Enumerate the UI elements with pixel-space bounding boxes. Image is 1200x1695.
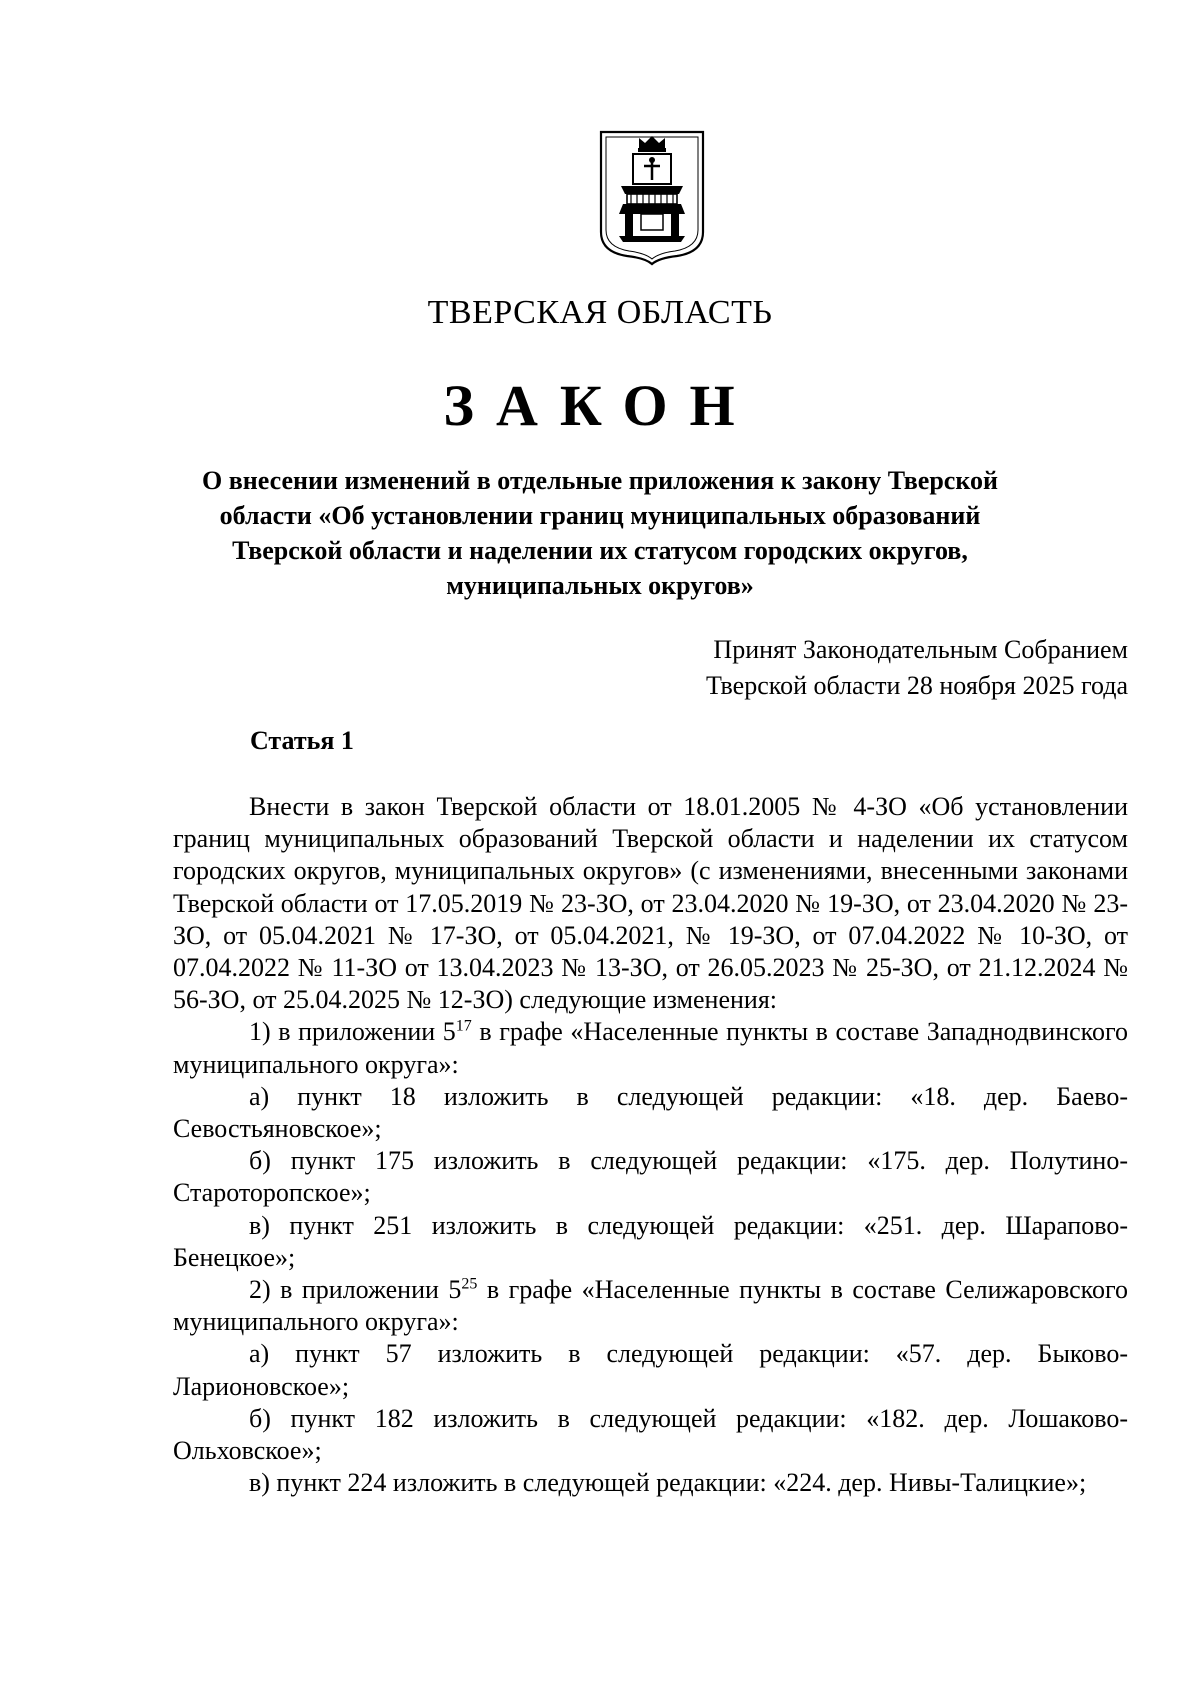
- document-type: ЗАКОН: [443, 373, 757, 438]
- amendment-item: [173, 1274, 1128, 1338]
- adoption-line: Тверской области 28 ноября 2025 года: [705, 671, 1128, 700]
- law-title-line: области «Об установлении границ муниципальных образований: [219, 501, 981, 530]
- amendment-subitem: в) пункт 251 изложить в следующей редакции: «251. дер. Шарапово-Бенецкое»;: [173, 1210, 1128, 1272]
- amendment-subitem: а) пункт 57 изложить в следующей редакции: «57. дер. Быково-Ларионовское»;: [173, 1339, 1128, 1401]
- amendment-item-text: в графе «Населенные пункты в составе Западнодвинского муниципального округа»:: [173, 1017, 1128, 1079]
- article-heading: Статья 1: [250, 726, 354, 755]
- adoption-note: [706, 632, 1128, 704]
- law-title: [200, 463, 1000, 603]
- amendment-subitem: б) пункт 182 изложить в следующей редакции: «182. дер. Лошаково-Ольховское»;: [173, 1403, 1128, 1466]
- amendment-subitem: в) пункт 224 изложить в следующей редакции: «224. дер. Нивы-Талицкие»;: [249, 1468, 1087, 1498]
- amendment-item-text: 2) в приложении 5: [249, 1275, 462, 1305]
- amendment-item-text: 1) в приложении 5: [249, 1017, 456, 1047]
- amendment-subitem: б) пункт 175 изложить в следующей редакции: «175. дер. Полутино-Староторопское»;: [173, 1146, 1128, 1208]
- tver-coat-of-arms-icon: [597, 128, 707, 266]
- amendment-item: [173, 1016, 1128, 1080]
- law-title-line: муниципальных округов»: [446, 571, 754, 600]
- amendment-subitem: а) пункт 18 изложить в следующей редакции: «18. дер. Баево-Севостьяновское»;: [173, 1081, 1128, 1144]
- adoption-line: Принят Законодательным Собранием: [713, 635, 1128, 664]
- amendment-item-text: в графе «Населенные пункты в составе Селижаровского муниципального округа»:: [173, 1275, 1128, 1337]
- law-title-line: Тверской области и наделении их статусом городских округов,: [232, 536, 968, 565]
- law-title-line: О внесении изменений в отдельные приложения к закону Тверской: [202, 466, 998, 495]
- article-intro: Внести в закон Тверской области от 18.01.2005 № 4-ЗО «Об установлении границ муниципальных образований Тверской области и наделении их статусом городских округов, муниципальных округов» (с изменениями, внесенными законами Тверской области от 17.05.2019 № 23-ЗО, от 23.04.2020 № 19-ЗО, от 23.04.2020 № 23-ЗО, от 05.04.2021 № 17-ЗО, от 05.04.2021, № 19-ЗО, от 07.04.2022 № 10-ЗО, от 07.04.2022 № 11-ЗО от 13.04.2023 № 13-ЗО, от 26.05.2023 № 25-ЗО, от 21.12.2024 № 56-ЗО, от 25.04.2025 № 12-ЗО) следующие изменения:: [173, 792, 1128, 1015]
- appendix-superscript: 17: [455, 1017, 472, 1035]
- article-body: [173, 791, 1128, 1499]
- appendix-superscript: 25: [461, 1275, 478, 1293]
- region-name: ТВЕРСКАЯ ОБЛАСТЬ: [427, 294, 773, 331]
